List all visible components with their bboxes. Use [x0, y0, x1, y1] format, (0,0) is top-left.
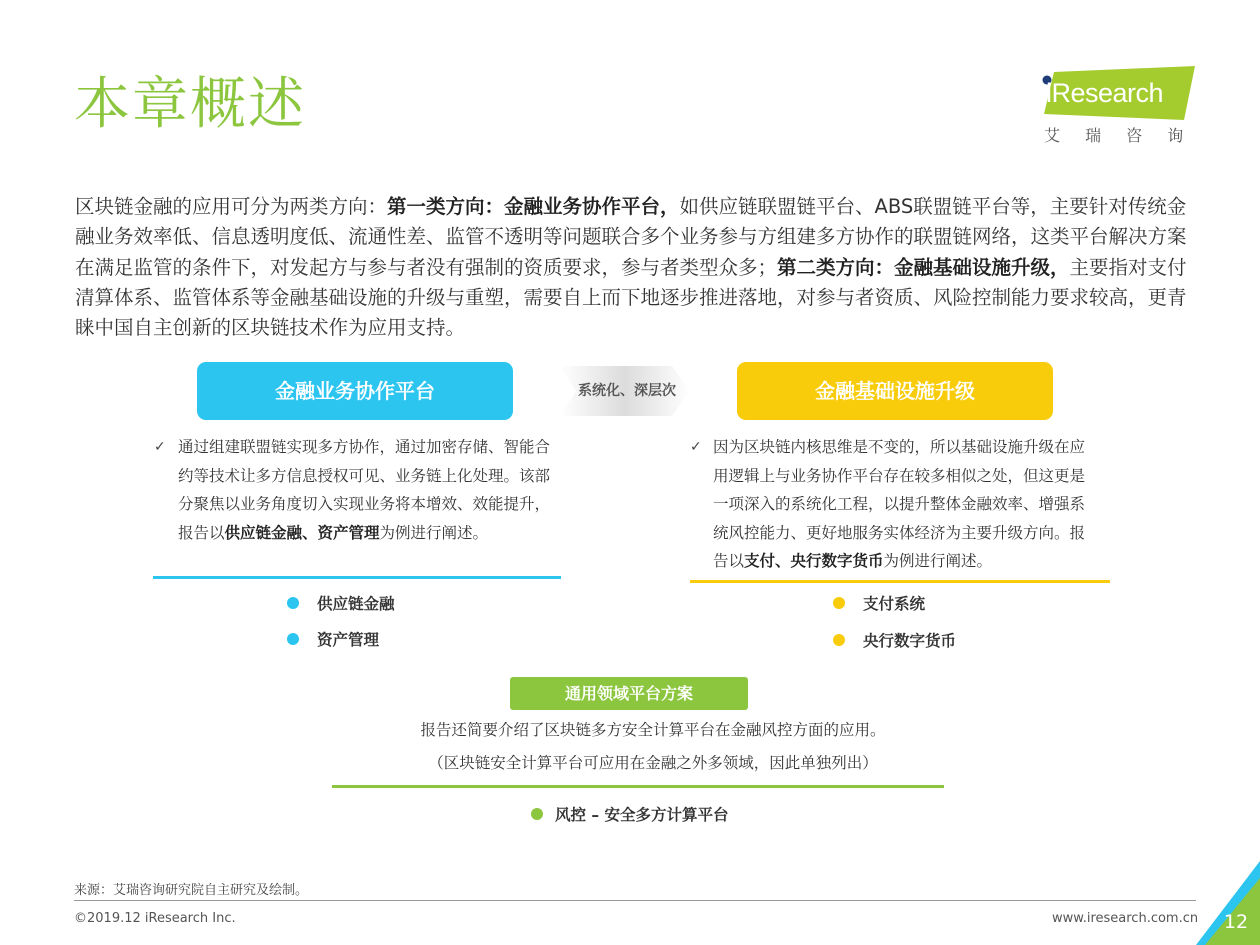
- left-desc-bold: 供应链金融、资产管理: [224, 523, 380, 542]
- bullet-label: 供应链金融: [317, 595, 395, 613]
- right-desc-bold: 支付、央行数字货币: [744, 552, 884, 571]
- right-divider: [690, 580, 1110, 583]
- bullet-dot-icon: [287, 597, 299, 609]
- intro-text-3: 主要指对支付清算体系、监管体系等金融基础设施的升级与重塑，需要自上而下地逐步推进落地，对参与者资质、风险控制能力要求较高，更青睐中国自主创新的区块链技术作为应用支持。: [75, 255, 1187, 340]
- right-desc-text: 因为区块链内核思维是不变的，所以基础设施升级在应用逻辑上与业务协作平台存在较多相似之处，但这更是一项深入的系统化工程，以提升整体金融效率、增强系统风控能力、更好地服务实体经济为主要升级方向。报告以: [713, 438, 1086, 571]
- infrastructure-upgrade-heading: 金融基础设施升级: [737, 362, 1053, 420]
- bullet-label: 央行数字货币: [863, 632, 957, 650]
- bullet-dot-icon: [833, 597, 845, 609]
- intro-text-2: 如供应链联盟链平台、ABS联盟链平台等，主要针对传统金融业务效率低、信息透明度低、流通性差、监管不透明等问题联合多个业务参与方组建多方协作的联盟链网络，这类平台解决方案在满足监管的条件下，对发起方与参与者没有强制的资质要求，参与者类型众多；: [75, 195, 1187, 279]
- general-line-2: （区块链安全计算平台可应用在金融之外多领域，因此单独列出）: [428, 754, 878, 772]
- bullet-dot-icon: [287, 633, 299, 645]
- source-note: 来源：艾瑞咨询研究院自主研究及绘制。: [74, 883, 309, 898]
- list-item: [287, 630, 379, 650]
- left-description: [178, 433, 558, 547]
- page-title: 本章概述: [74, 72, 306, 137]
- right-desc-tail: 为例进行阐述。: [883, 552, 993, 571]
- check-icon: ✓: [154, 439, 166, 455]
- intro-paragraph: [75, 192, 1197, 343]
- intro-bold-1: 第一类方向：金融业务协作平台，: [387, 195, 680, 218]
- bullet-dot-icon: [833, 634, 845, 646]
- copyright: ©2019.12 iResearch Inc.: [74, 911, 236, 926]
- business-collaboration-heading: 金融业务协作平台: [197, 362, 513, 420]
- check-icon: ✓: [690, 439, 702, 455]
- iresearch-logo: [1040, 66, 1200, 148]
- general-platform-heading: 通用领域平台方案: [510, 677, 748, 710]
- list-item: [287, 594, 395, 614]
- page-number: 12: [1223, 911, 1249, 933]
- logo-subtitle: 艾 瑞 咨 询: [1044, 126, 1194, 145]
- list-item: [833, 594, 925, 614]
- left-divider: [153, 576, 561, 579]
- left-desc-tail: 为例进行阐述。: [379, 523, 489, 542]
- left-desc-text: 通过组建联盟链实现多方协作，通过加密存储、智能合约等技术让多方信息授权可见、业务链上化处理。该部分聚焦以业务角度切入实现业务将本增效、效能提升，报告以: [178, 438, 551, 542]
- intro-text-1: 区块链金融的应用可分为两类方向：: [75, 195, 388, 218]
- list-item: [833, 631, 956, 651]
- arrow-label: 系统化、深层次: [578, 383, 676, 399]
- bullet-label: 风控 – 安全多方计算平台: [555, 806, 729, 824]
- bullet-label: 支付系统: [863, 595, 926, 613]
- bullet-dot-icon: [531, 808, 543, 820]
- right-description: [713, 433, 1097, 576]
- general-line-1: 报告还简要介绍了区块链多方安全计算平台在金融风控方面的应用。: [420, 721, 886, 739]
- website-link[interactable]: www.iresearch.com.cn: [1052, 911, 1199, 926]
- list-item: [531, 805, 729, 825]
- general-divider: [332, 785, 944, 788]
- logo-text: iResearch: [1046, 78, 1164, 108]
- footer-divider: [74, 900, 1196, 901]
- bullet-label: 资产管理: [317, 631, 380, 649]
- intro-bold-2: 第二类方向：金融基础设施升级，: [777, 255, 1070, 279]
